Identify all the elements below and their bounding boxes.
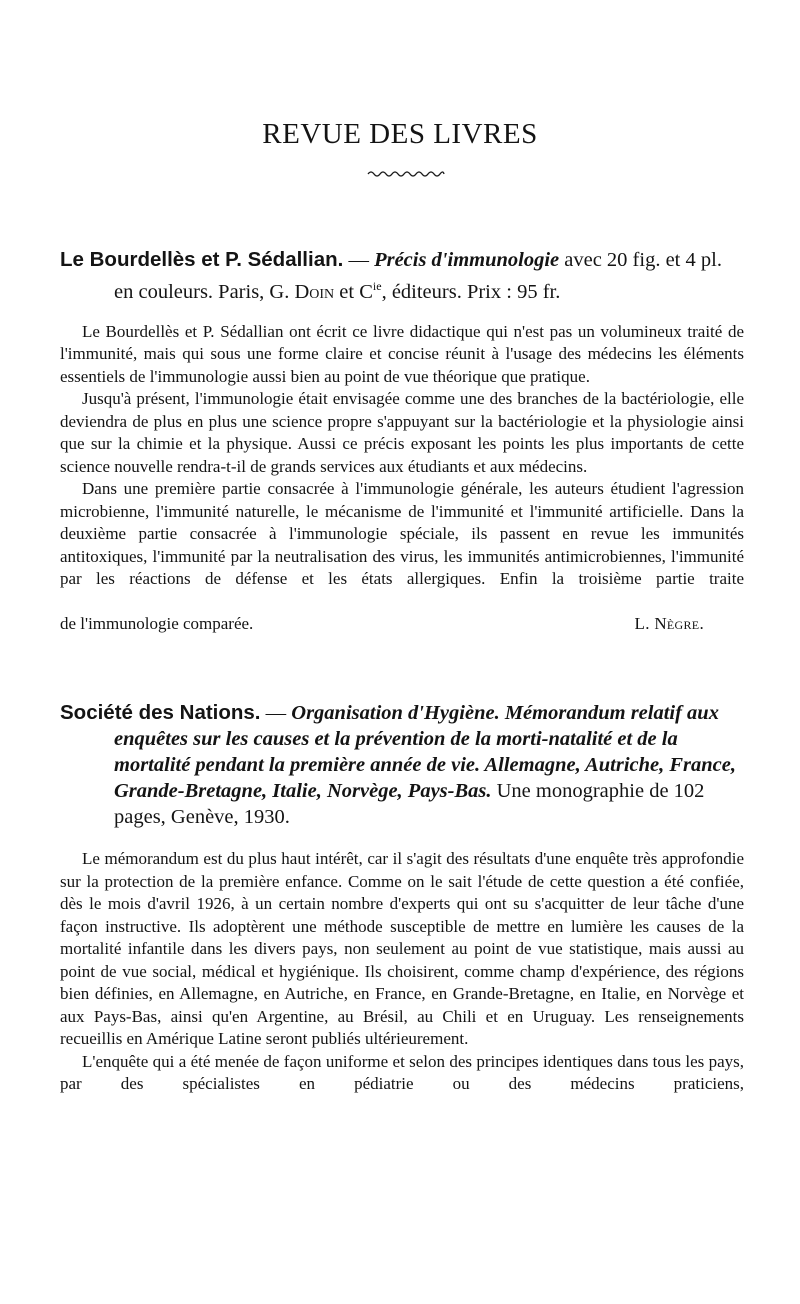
publisher-name: Doin xyxy=(294,280,335,303)
review-closing-line xyxy=(60,613,744,636)
review-paragraph: Le mémorandum est du plus haut intérêt, car il s'agit des résultats d'une enquête très approfondie sur la protection de la première enfance. Comme on le sait l'étude de cette question a été confiée, dès le mois d'avril 1926, à un certain nombre d'experts qui ont su s'acquitter de leur tâche d'une façon instructive. Ils adoptèrent une méthode susceptible de mettre en lumière les causes de la mortalité infantile dans les divers pays, non seulement au point de vue statistique, mais aussi au point de vue social, médical et hygiénique. Ils choisirent, comme champ d'expérience, des régions bien définies, en Allemagne, en Autriche, en France, en Grande-Bretagne, en Italie, en Norvège et aux Pays-Bas, ainsi qu'en Argentine, au Brésil, au Chili et en Uruguay. Les renseignements recueillis en Amérique Latine seront publiés ultérieurement. xyxy=(60,849,744,1048)
review-authors: Société des Nations. xyxy=(60,701,261,724)
review-heading: Le Bourdellès et P. Sédallian. — Précis d'immunologie avec 20 fig. et 4 pl. en couleurs. Paris, G. Doin et $C^{ie}$, éditeurs. Prix : 95 fr. xyxy=(60,248,722,303)
review-paragraph: Dans une première partie consacrée à l'immunologie générale, les auteurs étudient l'agression microbienne, l'immunité naturelle, le mécanisme de l'immunité et l'immunité artificielle. Dans la deuxième partie consacrée à l'immunologie spéciale, ils passent en revue les immunités antitoxiques, l'immunité par la neutralisation des virus, les immunités antimicrobiennes, l'immunité par les réactions de défense et les états allergiques. Enfin la troisième partie traite xyxy=(60,479,744,589)
review-authors: Le Bourdellès et P. Sédallian. xyxy=(60,248,344,271)
review-entry-societe-des-nations xyxy=(60,700,744,1118)
book-title: Précis d'immunologie xyxy=(374,249,560,271)
reviewer-signature: L. Nègre. xyxy=(634,614,704,634)
review-paragraph: L'enquête qui a été menée de façon uniforme et selon des principes identiques dans tous les pays, par des spécialistes en pédiatrie ou des médecins praticiens, xyxy=(60,1051,744,1093)
review-entry-immunologie xyxy=(60,247,744,636)
review-paragraph: Le Bourdellès et P. Sédallian ont écrit ce livre didactique qui n'est pas un volumineux traité de l'immunité, mais qui sous une forme claire et concise réunit à l'usage des médecins les éléments essentiels de l'immunologie aussi bien au point de vue théorique que pratique. xyxy=(60,321,744,386)
wavy-rule-ornament-icon xyxy=(366,168,446,180)
closing-text: de l'immunologie comparée. xyxy=(60,614,254,634)
book-title: Organisation d'Hygiène. Mémorandum relatif aux enquêtes sur les causes et la prévention de la morti-natalité et de la mortalité pendant la première année de vie. Allemagne, Autriche, France, Grande-Bretagne, Italie, Norvège, Pays-Bas. xyxy=(114,702,736,802)
review-heading: Société des Nations. — Organisation d'Hygiène. Mémorandum relatif aux enquêtes sur les causes et la prévention de la morti-natalité et de la mortalité pendant la première année de vie. Allemagne, Autriche, France, Grande-Bretagne, Italie, Norvège, Pays-Bas. Une monographie de 102 pages, Genève, 1930. xyxy=(60,701,736,828)
review-paragraph: Jusqu'à présent, l'immunologie était envisagée comme une des branches de la bactériologie, elle deviendra de plus en plus une science propre s'appuyant sur la bactériologie et la physiologie ainsi que sur la chimie et la physique. Aussi ce précis exposant les points les plus importants de cette science nouvelle rendra-t-il de grands services aux étudiants et aux médecins. xyxy=(60,389,744,476)
page-title: REVUE DES LIVRES xyxy=(262,118,538,150)
